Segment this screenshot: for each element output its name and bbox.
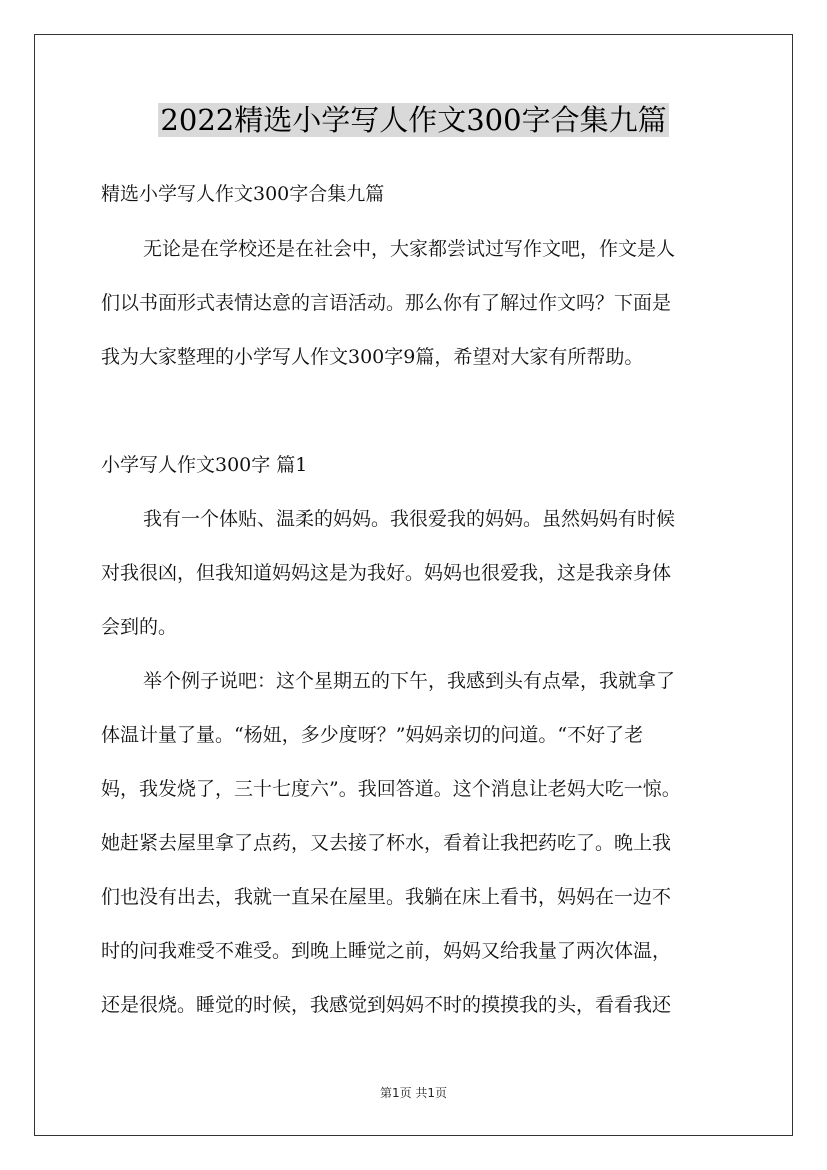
paragraph-line: 会到的。 <box>101 616 178 638</box>
paragraph-line: 对我很凶，但我知道妈妈这是为我好。妈妈也很爱我，这是我亲身体 <box>101 562 672 584</box>
paragraph-line: 我有一个体贴、温柔的妈妈。我很爱我的妈妈。虽然妈妈有时候 <box>143 508 676 530</box>
section-heading: 小学写人作文300字 篇1 <box>101 454 308 476</box>
document-subtitle: 精选小学写人作文300字合集九篇 <box>101 183 385 205</box>
paragraph-line: 举个例子说吧：这个星期五的下午，我感到头有点晕，我就拿了 <box>143 670 676 692</box>
intro-line: 我为大家整理的小学写人作文300字9篇，希望对大家有所帮助。 <box>101 346 644 368</box>
page-number: 第1页 <box>379 1086 412 1100</box>
paragraph-line: 们也没有出去，我就一直呆在屋里。我躺在床上看书，妈妈在一边不 <box>101 886 672 908</box>
intro-line: 无论是在学校还是在社会中，大家都尝试过写作文吧，作文是人 <box>143 238 676 260</box>
document-title: 2022精选小学写人作文300字合集九篇 <box>160 103 667 137</box>
page-total: 共1页 <box>415 1086 448 1100</box>
page-footer <box>0 1084 827 1101</box>
paragraph-line: 时的问我难受不难受。到晚上睡觉之前，妈妈又给我量了两次体温， <box>101 940 672 962</box>
intro-line: 们以书面形式表情达意的言语活动。那么你有了解过作文吗？下面是 <box>101 292 672 314</box>
paragraph-line: 还是很烧。睡觉的时候，我感觉到妈妈不时的摸摸我的头，看看我还 <box>101 994 672 1016</box>
paragraph-line: 体温计量了量。“杨妞，多少度呀？”妈妈亲切的问道。“不好了老 <box>101 724 644 746</box>
paragraph-line: 妈，我发烧了，三十七度六”。我回答道。这个消息让老妈大吃一惊。 <box>101 778 681 800</box>
paragraph-line: 她赶紧去屋里拿了点药，又去接了杯水，看着让我把药吃了。晚上我 <box>101 832 672 854</box>
